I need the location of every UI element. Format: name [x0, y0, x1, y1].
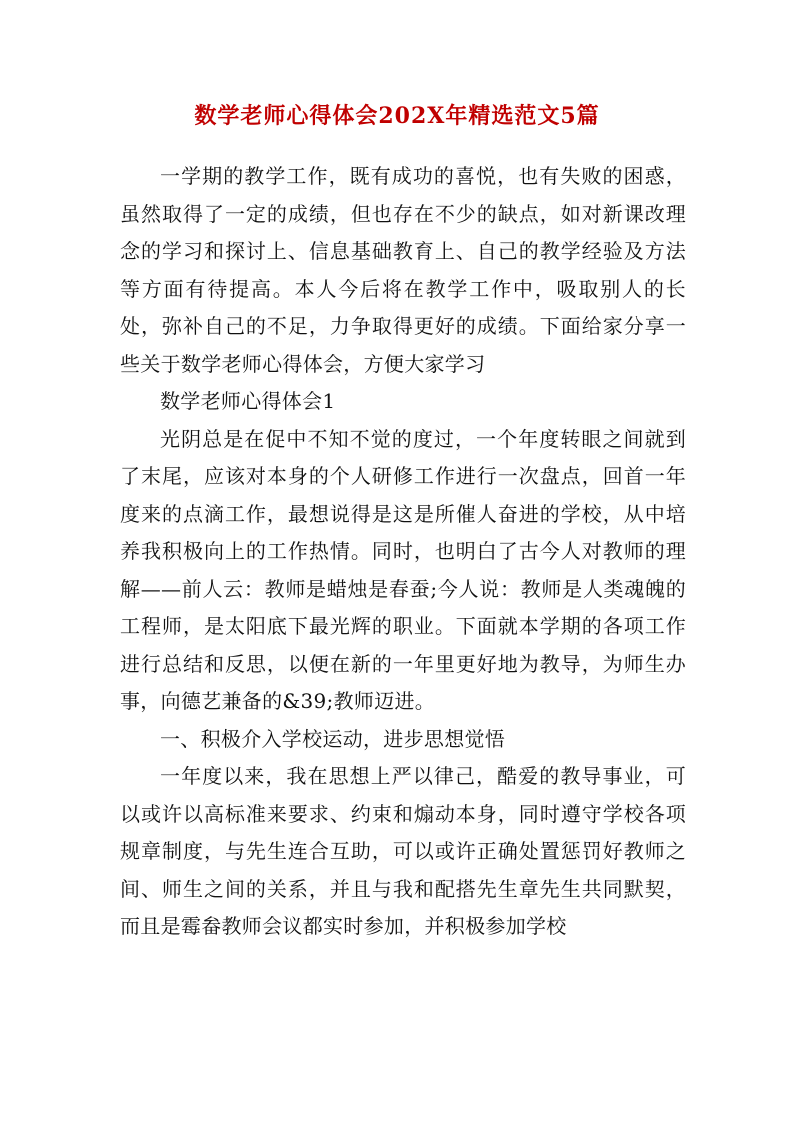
- body-paragraph: 光阴总是在促中不知不觉的度过，一个年度转眼之间就到了末尾，应该对本身的个人研修工作进行一次盘点，回首一年度来的点滴工作，最想说得是这是所催人奋进的学校，从中培养我积极向上的工作热情。同时，也明白了古今人对教师的理解——前人云：教师是蜡烛是春蚕;今人说：教师是人类魂魄的工程师，是太阳底下最光辉的职业。下面就本学期的各项工作进行总结和反思，以便在新的一年里更好地为教导，为师生办事，向德艺兼备的&39;教师迈进。: [120, 426, 686, 713]
- body-paragraph: 一年度以来，我在思想上严以律己，酷爱的教导事业，可以或许以高标准来要求、约束和煽动本身，同时遵守学校各项规章制度，与先生连合互助，可以或许正确处置惩罚好教师之间、师生之间的关系，并且与我和配搭先生章先生共同默契，而且是霉畚教师会议都实时参加，并积极参加学校: [120, 764, 686, 938]
- section-heading: 数学老师心得体会1: [160, 389, 336, 413]
- subsection-heading: 一、积极介入学校运动，进步思想觉悟: [160, 726, 506, 751]
- intro-paragraph: 一学期的教学工作，既有成功的喜悦，也有失败的困惑，虽然取得了一定的成绩，但也存在不少的缺点，如对新课改理念的学习和探讨上、信息基础教育上、自己的教学经验及方法等方面有待提高。本人今后将在教学工作中，吸取别人的长处，弥补自己的不足，力争取得更好的成绩。下面给家分享一些关于数学老师心得体会，方便大家学习: [120, 164, 686, 376]
- document-body: [120, 158, 686, 946]
- document-title: 数学老师心得体会202X年精选范文5篇: [194, 103, 600, 129]
